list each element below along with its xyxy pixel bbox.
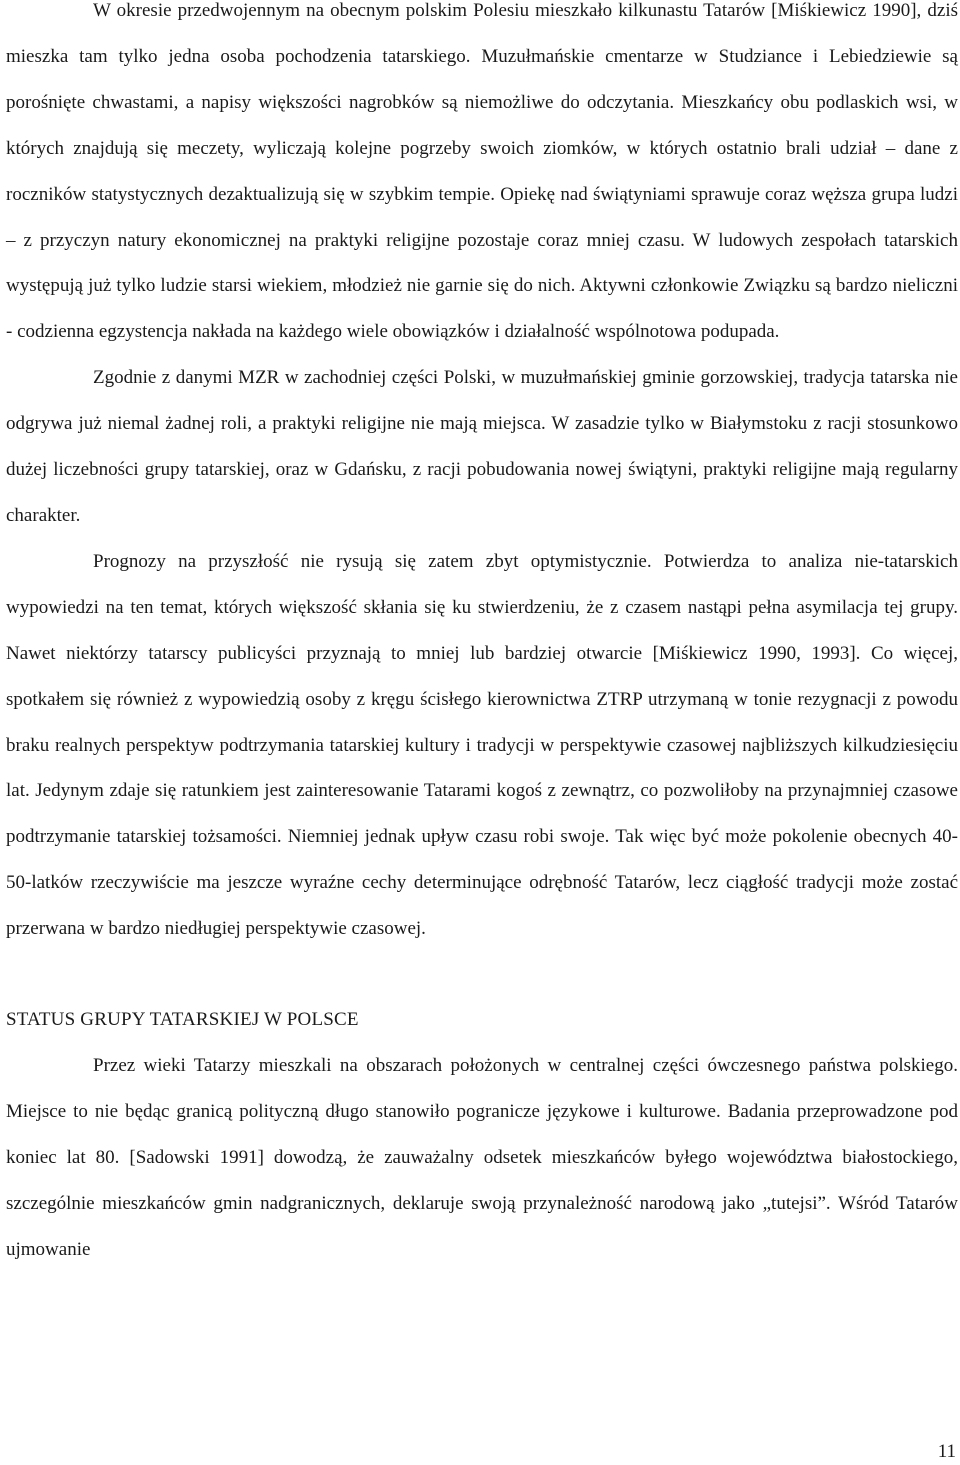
page-number: 11 [937,1441,956,1462]
document-page [6,0,958,1272]
section-heading: STATUS GRUPY TATARSKIEJ W POLSCE [6,1009,359,1031]
section-paragraph: Przez wieki Tatarzy mieszkali na obszarach położonych w centralnej części ówczesnego państwa polskiego. Miejsce to nie będąc granicą polityczną długo stanowiło pogranicze językowe i kulturowe. Badania przeprowadzone pod koniec lat 80. [Sadowski 1991] dowodzą, że zauważalny odsetek mieszkańców byłego województwa białostockiego, szczególnie mieszkańców gmin nadgranicznych, deklaruje swoją przynależność narodową jako „tutejsi”. Wśród Tatarów ujmowanie [6,1054,958,1260]
section-spacer [6,952,958,997]
paragraph-1: W okresie przedwojennym na obecnym polskim Polesiu mieszkało kilkunastu Tatarów [Miśkiewicz 1990], dziś mieszka tam tylko jedna osoba pochodzenia tatarskiego. Muzułmańskie cmentarze w Studziance i Lebiedziewie są porośnięte chwastami, a napisy większości nagrobków są niemożliwe do odczytania. Mieszkańcy obu podlaskich wsi, w których znajdują się meczety, wyliczają kolejne pogrzeby swoich ziomków, w których ostatnio brali udział – dane z roczników statystycznych dezaktualizują się w szybkim tempie. Opiekę nad świątyniami sprawuje coraz węższa grupa ludzi – z przyczyn natury ekonomicznej na praktyki religijne pozostaje coraz mniej czasu. W ludowych zespołach tatarskich występują już tylko ludzie starsi wiekiem, młodzież nie garnie się do nich. Aktywni członkowie Związku są bardzo nieliczni - codzienna egzystencja nakłada na każdego wiele obowiązków i działalność wspólnotowa podupada. [6,0,958,343]
paragraph-2: Zgodnie z danymi MZR w zachodniej części Polski, w muzułmańskiej gminie gorzowskiej, tradycja tatarska nie odgrywa już niemal żadnej roli, a praktyki religijne nie mają miejsca. W zasadzie tylko w Białymstoku z racji stosunkowo dużej liczebności grupy tatarskiej, oraz w Gdańsku, z racji pobudowania nowej świątyni, praktyki religijne mają regularny charakter. [6,367,958,526]
paragraph-3: Prognozy na przyszłość nie rysują się zatem zbyt optymistycznie. Potwierdza to analiza nie-tatarskich wypowiedzi na ten temat, których większość skłania się ku stwierdzeniu, że z czasem nastąpi pełna asymilacja tej grupy. Nawet niektórzy tatarscy publicyści przyznają to mniej lub bardziej otwarcie [Miśkiewicz 1990, 1993]. Co więcej, spotkałem się również z wypowiedzią osoby z kręgu ścisłego kierownictwa ZTRP utrzymaną w tonie rezygnacji z powodu braku realnych perspektyw podtrzymania tatarskiej kultury i tradycji w perspektywie czasowej najbliższych kilkudziesięciu lat. Jedynym zdaje się ratunkiem jest zainteresowanie Tatarami kogoś z zewnątrz, co pozwoliłoby na przynajmniej czasowe podtrzymanie tatarskiej tożsamości. Niemniej jednak upływ czasu robi swoje. Tak więc być może pokolenie obecnych 40-50-latków rzeczywiście ma jeszcze wyraźne cechy determinujące odrębność Tatarów, lecz ciągłość tradycji może zostać przerwana w bardzo niedługiej perspektywie czasowej. [6,550,958,940]
